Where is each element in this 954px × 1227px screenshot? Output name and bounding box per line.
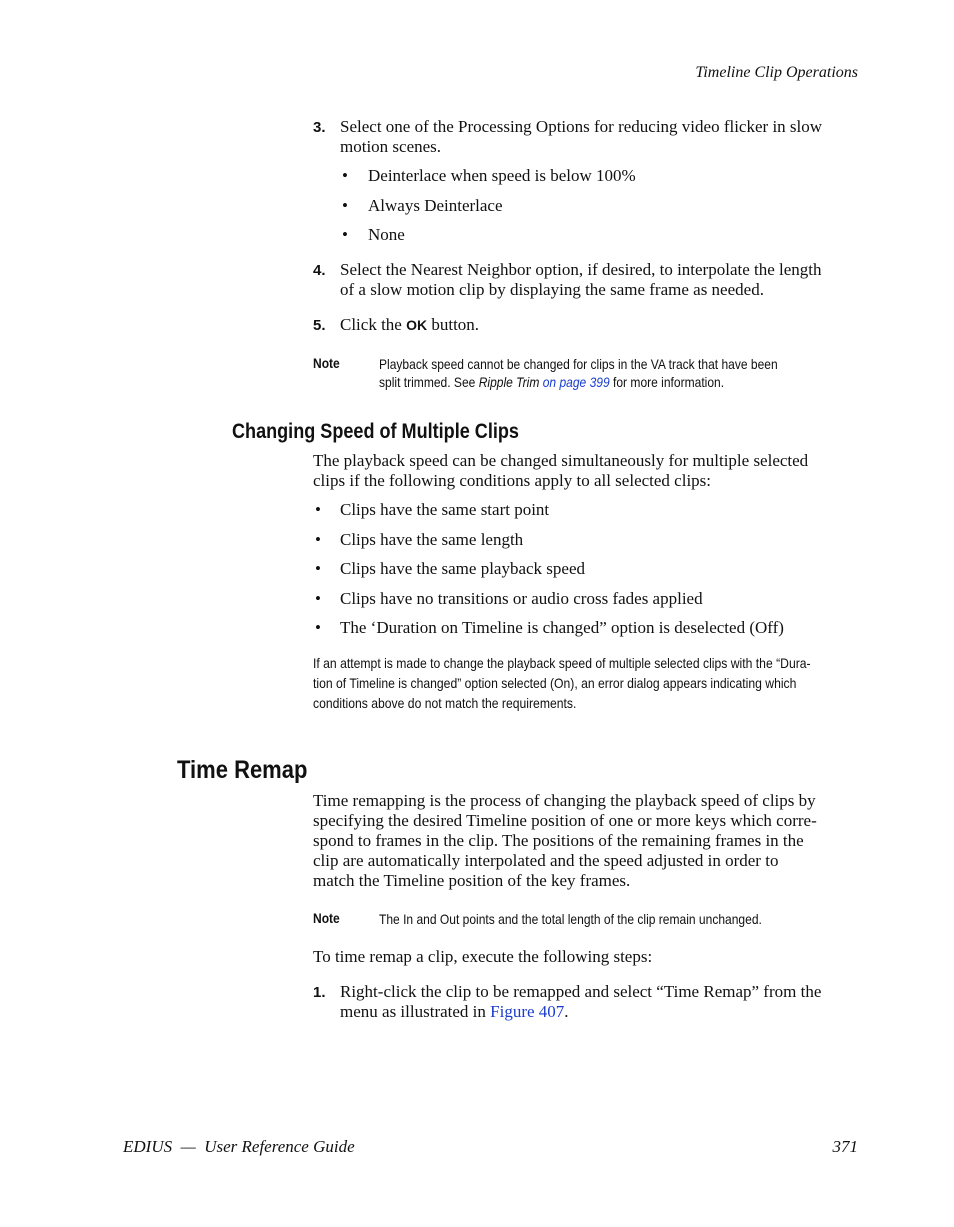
bullet-icon: • [315,618,321,637]
footer-title: EDIUS — User Reference Guide [123,1137,355,1156]
step-text-line: Select one of the Processing Options for reducing video flicker in slow [340,117,823,136]
list-item: None [368,225,405,244]
note-line-post: for more information. [613,374,725,390]
note-line [379,373,826,391]
step-text [340,117,860,157]
step-text-pre: menu as illustrated in [340,1002,486,1021]
paragraph-line: specifying the desired Timeline position of one or more keys which corre- [313,811,817,830]
step-text-line: motion scenes. [340,137,442,156]
section-heading: Time Remap [177,756,308,784]
bullet-icon: • [315,500,321,519]
step-text [340,260,860,300]
steps-intro: To time remap a clip, execute the following steps: [313,947,653,966]
running-header: Timeline Clip Operations [695,64,858,81]
list-item: Clips have no transitions or audio cross fades applied [340,589,703,608]
section-heading: Changing Speed of Multiple Clips [232,420,519,443]
step-text-line: of a slow motion clip by displaying the same frame as needed. [340,280,764,299]
step-number: 1. [313,984,326,1001]
note-line-pre: split trimmed. See [379,374,476,390]
note-text [379,355,826,391]
bullet-icon: • [315,589,321,608]
paragraph-line: conditions above do not match the requirements. [313,695,577,711]
paragraph-line: spond to frames in the clip. The positions of the remaining frames in the [313,831,804,850]
step-text [340,982,860,1022]
paragraph-line: Time remapping is the process of changing the playback speed of clips by [313,791,816,810]
paragraph-line: If an attempt is made to change the playback speed of multiple selected clips with the “Dura- [313,655,811,671]
figure-link[interactable]: Figure 407 [490,1002,565,1021]
list-item: Always Deinterlace [368,196,503,215]
bullet-icon: • [342,166,348,185]
page-number: 371 [832,1137,858,1156]
bullet-icon: • [342,225,348,244]
warning-paragraph [313,653,811,713]
step-number: 3. [313,119,326,136]
remap-paragraph [313,791,858,891]
list-item: Clips have the same playback speed [340,559,586,578]
note-label: Note [313,355,340,371]
page-link[interactable]: on page 399 [542,374,610,390]
list-item: Deinterlace when speed is below 100% [368,166,636,185]
paragraph-line: The playback speed can be changed simultaneously for multiple selected [313,451,809,470]
step-text-pre: Click the [340,315,402,334]
list-item: The ‘Duration on Timeline is changed” option is deselected (Off) [340,618,784,637]
paragraph-line: tion of Timeline is changed” option selected (On), an error dialog appears indicating which [313,675,797,691]
step-text-line: Select the Nearest Neighbor option, if desired, to interpolate the length [340,260,822,279]
list-item: Clips have the same start point [340,500,550,519]
step-text-post: button. [431,315,480,334]
paragraph-line: clips if the following conditions apply to all selected clips: [313,471,712,490]
step-text-line: Right-click the clip to be remapped and select “Time Remap” from the [340,982,822,1001]
step-number: 4. [313,262,326,279]
ok-button-label: OK [406,317,428,333]
note-line: Playback speed cannot be changed for clips in the VA track that have been [379,356,778,372]
step-text-line [340,1002,860,1022]
note-label: Note [313,910,340,926]
step-text-post: . [564,1002,569,1021]
paragraph-line: match the Timeline position of the key frames. [313,871,631,890]
step-text [340,315,479,335]
list-item: Clips have the same length [340,530,524,549]
note-text: The In and Out points and the total length of the clip remain unchanged. [379,911,762,927]
bullet-icon: • [315,559,321,578]
step-number: 5. [313,317,326,334]
paragraph-line: clip are automatically interpolated and the speed adjusted in order to [313,851,779,870]
bullet-icon: • [342,196,348,215]
note-ref: Ripple Trim [478,374,540,390]
intro-paragraph [313,451,858,491]
bullet-icon: • [315,530,321,549]
